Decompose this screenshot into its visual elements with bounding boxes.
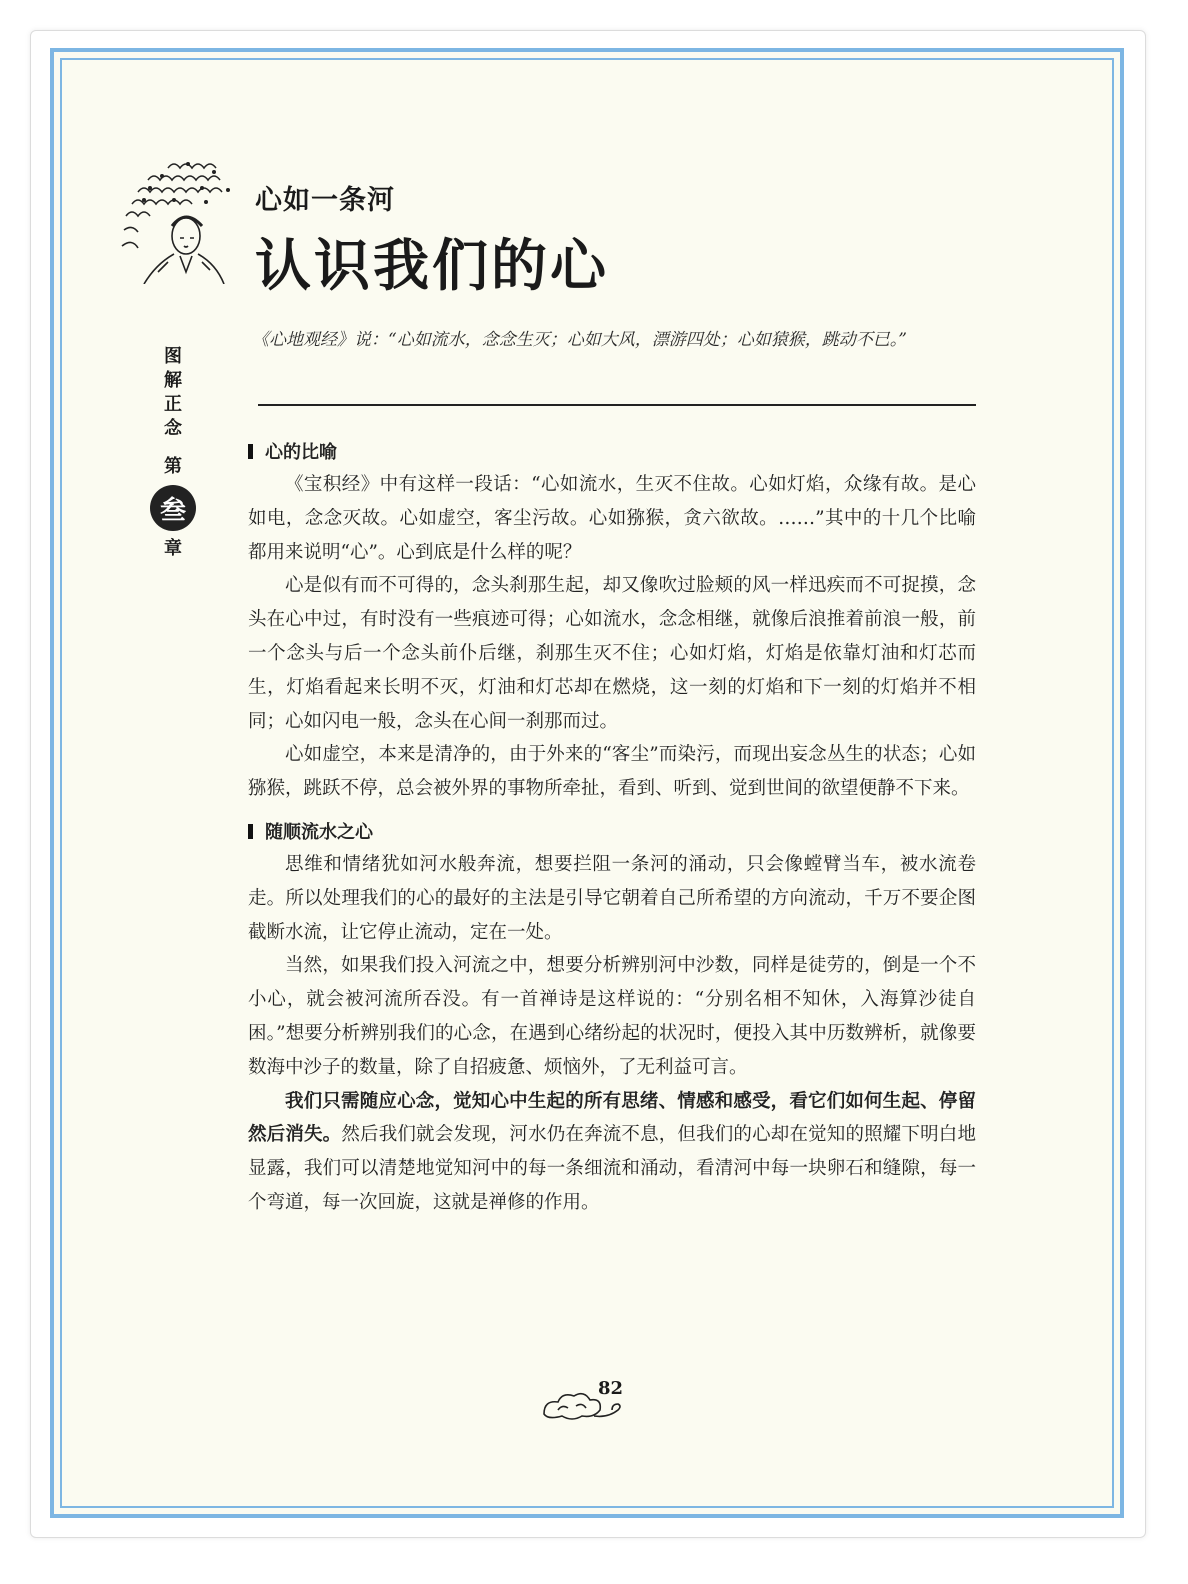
paragraph: 《宝积经》中有这样一段话：“心如流水，生灭不住故。心如灯焰，众缘有故。是心如电，念念灭故。心如虚空，客尘污故。心如猕猴，贪六欲故。……”其中的十几个比喻都用来说明“心”。心到底是什么样的呢？ <box>248 474 976 563</box>
chapter-sidebar <box>150 345 196 561</box>
section-heading: 心的比喻 <box>248 438 976 468</box>
chapter-suffix: 章 <box>164 538 182 559</box>
series-char: 解 <box>164 370 182 391</box>
chapter-number-badge: 叁 <box>150 485 196 531</box>
series-char: 图 <box>164 346 182 367</box>
paragraph: 当然，如果我们投入河流之中，想要分析辨别河中沙数，同样是徒劳的，倒是一个不小心，就会被河流所吞没。有一首禅诗是这样说的：“分别名相不知休，入海算沙徒自困。”想要分析辨别我们的心念，在遇到心绪纷起的状况时，便投入其中历数辨析，就像要数海中沙子的数量，除了自招疲惫、烦恼外，了无利益可言。 <box>248 955 976 1078</box>
section-heading: 随顺流水之心 <box>248 818 976 848</box>
divider <box>258 404 976 406</box>
paragraph: 思维和情绪犹如河水般奔流，想要拦阻一条河的涌动，只会像螳臂当车，被水流卷走。所以处理我们的心的最好的主法是引导它朝着自己所希望的方向流动，千万不要企图截断水流，让它停止流动，定在一处。 <box>248 853 976 943</box>
series-char: 正 <box>164 394 182 415</box>
scholar-illustration-icon <box>118 150 244 284</box>
paragraph: 我们只需随应心念，觉知心中生起的所有思绪、情感和感受，看它们如何生起、停留然后消失。然后我们就会发现，河水仍在奔流不息，但我们的心却在觉知的照耀下明白地显露，我们可以清楚地觉知河中的每一条细流和涌动，看清河中每一块卵石和缝隙，每一个弯道，每一次回旋，这就是禅修的作用。 <box>248 1090 976 1213</box>
page-number: 82 <box>598 1378 624 1399</box>
chapter-prefix: 第 <box>164 456 182 477</box>
article-body <box>248 438 976 1220</box>
section-marker-icon <box>248 444 253 459</box>
section-marker-icon <box>248 824 253 839</box>
series-char: 念 <box>164 418 182 439</box>
chapter-subtitle: 心如一条河 <box>255 185 395 216</box>
emphasis-text: 我们只需随应心念，觉知心中生起的所有思绪、情感和感受，看它们如何生起、停留然后消失。 <box>248 1090 976 1146</box>
chapter-title: 认识我们的心 <box>255 234 609 299</box>
paragraph: 心是似有而不可得的，念头刹那生起，却又像吹过脸颊的风一样迅疾而不可捉摸，念头在心中过，有时没有一些痕迹可得；心如流水，念念相继，就像后浪推着前浪一般，前一个念头与后一个念头前仆后继，刹那生灭不住；心如灯焰，灯焰是依靠灯油和灯芯而生，灯焰看起来长明不灭，灯油和灯芯却在燃烧，这一刻的灯焰和下一刻的灯焰并不相同；心如闪电一般，念头在心间一刹那而过。 <box>248 575 976 732</box>
epigraph-quote: 《心地观经》说：“心如流水，念念生灭；心如大风，漂游四处；心如猿猴，跳动不已。” <box>252 330 907 350</box>
paragraph: 心如虚空，本来是清净的，由于外来的“客尘”而染污，而现出妄念丛生的状态；心如猕猴，跳跃不停，总会被外界的事物所牵扯，看到、听到、觉到世间的欲望便静不下来。 <box>248 744 976 800</box>
